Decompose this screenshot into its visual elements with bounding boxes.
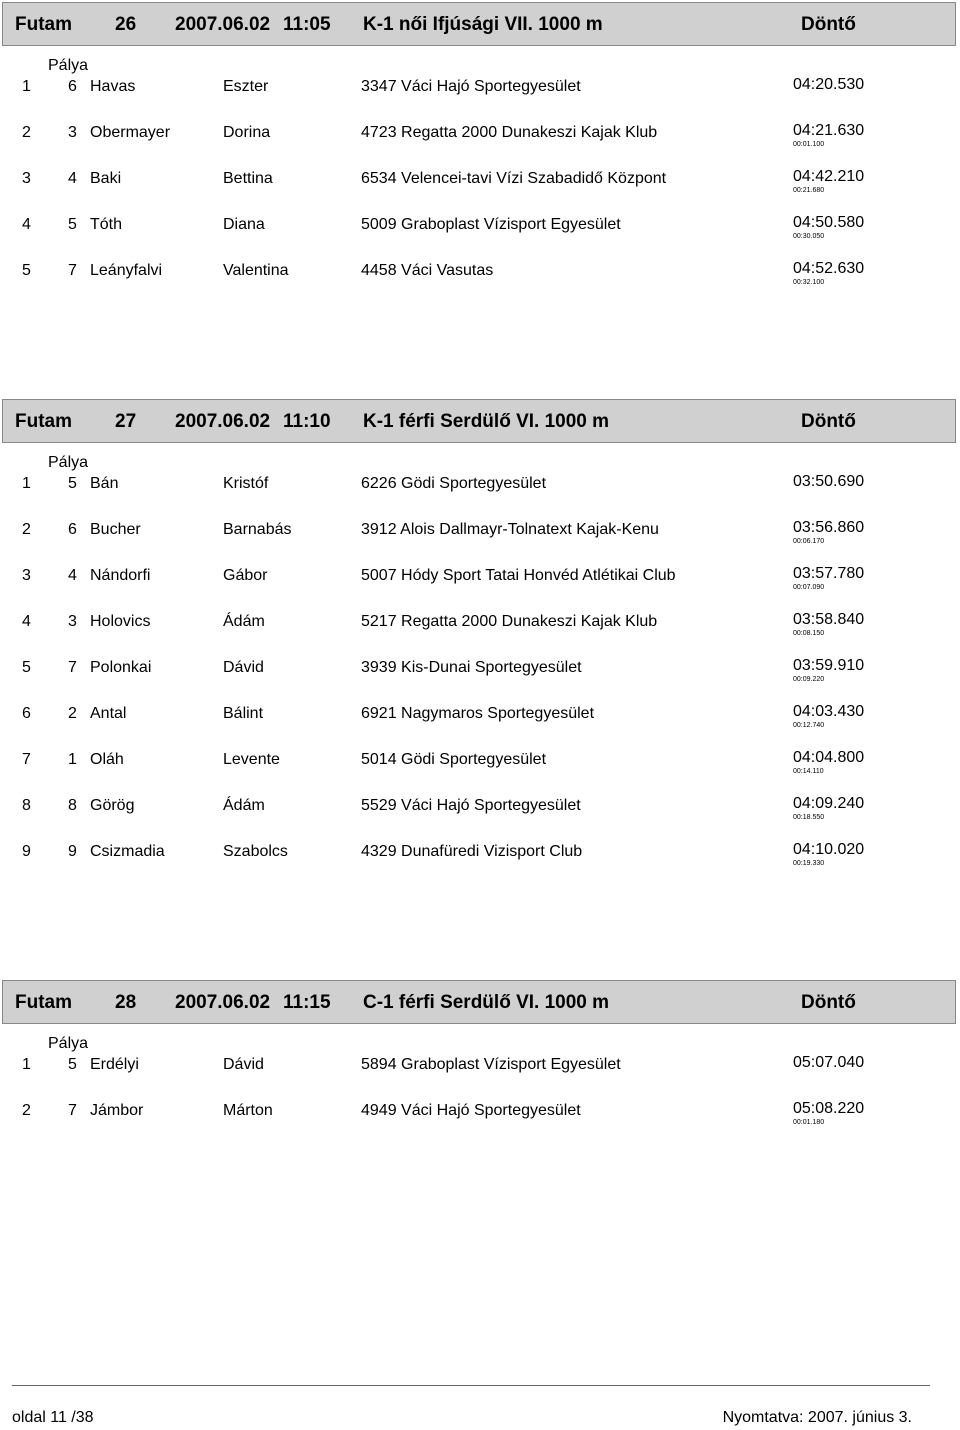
- lane-cell: 5: [68, 475, 77, 492]
- result-row: [0, 747, 960, 787]
- lane-cell: 9: [68, 843, 77, 860]
- race-date: 2007.06.02: [175, 992, 271, 1013]
- club-cell: 5894 Graboplast Vízisport Egyesület: [361, 1056, 621, 1073]
- result-row: [0, 793, 960, 833]
- lane-cell: 7: [68, 262, 77, 279]
- place-cell: 1: [22, 78, 31, 95]
- last-name-cell: Bán: [90, 475, 119, 492]
- result-row: [0, 609, 960, 649]
- page-number: oldal 11 /38: [12, 1409, 94, 1426]
- club-cell: 4329 Dunafüredi Vizisport Club: [361, 843, 583, 860]
- race-number: 28: [115, 992, 137, 1013]
- club-cell: 5007 Hódy Sport Tatai Honvéd Atlétikai Club: [361, 567, 676, 584]
- club-cell: 4458 Váci Vasutas: [361, 262, 494, 279]
- club-cell: 5217 Regatta 2000 Dunakeszi Kajak Klub: [361, 613, 658, 630]
- lane-column-header: Pálya: [48, 1035, 89, 1052]
- last-name-cell: Csizmadia: [90, 843, 165, 860]
- race-header: [2, 399, 956, 443]
- club-cell: 5014 Gödi Sportegyesület: [361, 751, 547, 768]
- place-cell: 5: [22, 659, 31, 676]
- result-row: [0, 74, 960, 114]
- footer-divider: [12, 1385, 930, 1386]
- place-cell: 3: [22, 567, 31, 584]
- time-cell: 04:50.580: [793, 214, 865, 231]
- lane-cell: 7: [68, 1102, 77, 1119]
- club-cell: 6921 Nagymaros Sportegyesület: [361, 705, 595, 722]
- time-cell: 04:09.240: [793, 795, 865, 812]
- lane-cell: 5: [68, 216, 77, 233]
- place-cell: 9: [22, 843, 31, 860]
- place-cell: 4: [22, 613, 31, 630]
- last-name-cell: Havas: [90, 78, 136, 95]
- result-row: [0, 517, 960, 557]
- time-diff-cell: 00:01.100: [793, 141, 825, 148]
- time-diff-cell: 00:12.740: [793, 722, 825, 729]
- lane-column-header: Pálya: [48, 57, 89, 74]
- time-diff-cell: 00:08.150: [793, 630, 825, 637]
- first-name-cell: Gábor: [223, 567, 268, 584]
- race-event: C-1 férfi Serdülő VI. 1000 m: [363, 992, 610, 1013]
- last-name-cell: Antal: [90, 705, 127, 722]
- race-event: K-1 férfi Serdülő VI. 1000 m: [363, 411, 610, 432]
- first-name-cell: Levente: [223, 751, 280, 768]
- time-cell: 03:56.860: [793, 519, 865, 536]
- first-name-cell: Dávid: [223, 659, 264, 676]
- time-diff-cell: 00:32.100: [793, 279, 825, 286]
- time-cell: 05:08.220: [793, 1100, 865, 1117]
- last-name-cell: Nándorfi: [90, 567, 151, 584]
- first-name-cell: Diana: [223, 216, 265, 233]
- place-cell: 5: [22, 262, 31, 279]
- result-row: [0, 655, 960, 695]
- last-name-cell: Tóth: [90, 216, 123, 233]
- result-row: [0, 1052, 960, 1092]
- time-cell: 04:20.530: [793, 76, 865, 93]
- result-row: [0, 563, 960, 603]
- race-stage: Döntő: [801, 992, 856, 1013]
- time-cell: 04:42.210: [793, 168, 865, 185]
- lane-cell: 4: [68, 170, 77, 187]
- time-cell: 03:50.690: [793, 473, 865, 490]
- result-row: [0, 1098, 960, 1138]
- club-cell: 3347 Váci Hajó Sportegyesület: [361, 78, 581, 95]
- first-name-cell: Ádám: [223, 613, 265, 630]
- race-label: Futam: [15, 411, 72, 432]
- place-cell: 3: [22, 170, 31, 187]
- time-cell: 04:04.800: [793, 749, 865, 766]
- place-cell: 2: [22, 124, 31, 141]
- race-event: K-1 női Ifjúsági VII. 1000 m: [363, 14, 603, 35]
- last-name-cell: Bucher: [90, 521, 141, 538]
- club-cell: 6226 Gödi Sportegyesület: [361, 475, 547, 492]
- first-name-cell: Dorina: [223, 124, 271, 141]
- race-stage: Döntő: [801, 14, 856, 35]
- result-row: [0, 258, 960, 298]
- lane-cell: 6: [68, 521, 77, 538]
- time-cell: 04:21.630: [793, 122, 865, 139]
- time-diff-cell: 00:30.050: [793, 233, 825, 240]
- time-diff-cell: 00:07.090: [793, 584, 825, 591]
- time-diff-cell: 00:14.110: [793, 768, 824, 775]
- race-stage: Döntő: [801, 411, 856, 432]
- first-name-cell: Ádám: [223, 797, 265, 814]
- race-header: [2, 980, 956, 1024]
- last-name-cell: Holovics: [90, 613, 151, 630]
- last-name-cell: Polonkai: [90, 659, 152, 676]
- place-cell: 2: [22, 1102, 31, 1119]
- lane-cell: 8: [68, 797, 77, 814]
- race-number: 27: [115, 411, 137, 432]
- race-label: Futam: [15, 992, 72, 1013]
- race-time: 11:10: [283, 411, 331, 432]
- lane-cell: 5: [68, 1056, 77, 1073]
- race-number: 26: [115, 14, 137, 35]
- result-row: [0, 212, 960, 252]
- club-cell: 4723 Regatta 2000 Dunakeszi Kajak Klub: [361, 124, 658, 141]
- club-cell: 6534 Velencei-tavi Vízi Szabadidő Központ: [361, 170, 667, 187]
- race-time: 11:15: [283, 992, 331, 1013]
- lane-cell: 1: [68, 751, 77, 768]
- time-diff-cell: 00:01.180: [793, 1119, 825, 1126]
- last-name-cell: Baki: [90, 170, 122, 187]
- first-name-cell: Barnabás: [223, 521, 292, 538]
- lane-cell: 7: [68, 659, 77, 676]
- last-name-cell: Oláh: [90, 751, 124, 768]
- first-name-cell: Eszter: [223, 78, 269, 95]
- print-date: Nyomtatva: 2007. június 3.: [722, 1409, 912, 1426]
- last-name-cell: Obermayer: [90, 124, 171, 141]
- lane-cell: 3: [68, 613, 77, 630]
- place-cell: 6: [22, 705, 31, 722]
- lane-cell: 4: [68, 567, 77, 584]
- last-name-cell: Görög: [90, 797, 135, 814]
- place-cell: 8: [22, 797, 31, 814]
- club-cell: 3939 Kis-Dunai Sportegyesület: [361, 659, 582, 676]
- first-name-cell: Bettina: [223, 170, 273, 187]
- club-cell: 4949 Váci Hajó Sportegyesület: [361, 1102, 581, 1119]
- time-cell: 03:58.840: [793, 611, 865, 628]
- result-row: [0, 839, 960, 879]
- first-name-cell: Márton: [223, 1102, 273, 1119]
- lane-cell: 6: [68, 78, 77, 95]
- place-cell: 1: [22, 1056, 31, 1073]
- result-row: [0, 166, 960, 206]
- race-date: 2007.06.02: [175, 14, 271, 35]
- result-row: [0, 701, 960, 741]
- place-cell: 4: [22, 216, 31, 233]
- last-name-cell: Leányfalvi: [90, 262, 163, 279]
- time-cell: 04:03.430: [793, 703, 865, 720]
- place-cell: 1: [22, 475, 31, 492]
- first-name-cell: Dávid: [223, 1056, 264, 1073]
- race-date: 2007.06.02: [175, 411, 271, 432]
- lane-cell: 2: [68, 705, 77, 722]
- club-cell: 5529 Váci Hajó Sportegyesület: [361, 797, 581, 814]
- time-cell: 04:52.630: [793, 260, 865, 277]
- time-cell: 03:57.780: [793, 565, 865, 582]
- club-cell: 3912 Alois Dallmayr-Tolnatext Kajak-Kenu: [361, 521, 659, 538]
- time-diff-cell: 00:06.170: [793, 538, 825, 545]
- lane-column-header: Pálya: [48, 454, 89, 471]
- race-header: [2, 2, 956, 46]
- time-diff-cell: 00:18.550: [793, 814, 825, 821]
- place-cell: 7: [22, 751, 31, 768]
- race-time: 11:05: [283, 14, 331, 35]
- last-name-cell: Jámbor: [90, 1102, 144, 1119]
- place-cell: 2: [22, 521, 31, 538]
- lane-cell: 3: [68, 124, 77, 141]
- time-cell: 04:10.020: [793, 841, 865, 858]
- time-cell: 05:07.040: [793, 1054, 865, 1071]
- time-diff-cell: 00:19.330: [793, 860, 825, 867]
- time-cell: 03:59.910: [793, 657, 865, 674]
- result-row: [0, 471, 960, 511]
- first-name-cell: Szabolcs: [223, 843, 288, 860]
- club-cell: 5009 Graboplast Vízisport Egyesület: [361, 216, 621, 233]
- result-row: [0, 120, 960, 160]
- time-diff-cell: 00:09.220: [793, 676, 825, 683]
- first-name-cell: Bálint: [223, 705, 264, 722]
- first-name-cell: Kristóf: [223, 475, 269, 492]
- time-diff-cell: 00:21.680: [793, 187, 825, 194]
- race-label: Futam: [15, 14, 72, 35]
- first-name-cell: Valentina: [223, 262, 289, 279]
- last-name-cell: Erdélyi: [90, 1056, 139, 1073]
